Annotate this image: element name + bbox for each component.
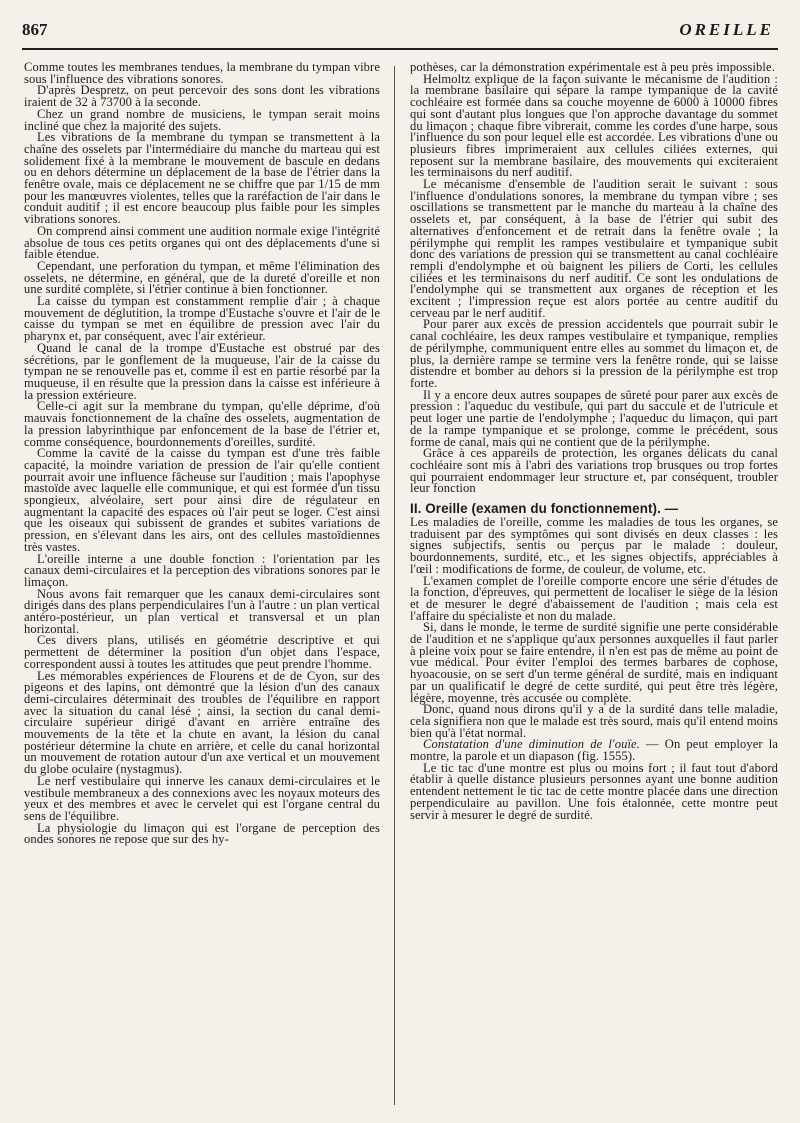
- paragraph: Donc, quand nous dirons qu'il y a de la surdité dans telle maladie, cela signifiera non que le malade est très sourd, mais qu'il entend moins bien qu'à l'état normal.: [410, 702, 778, 740]
- paragraph: Nous avons fait remarquer que les canaux demi-circulaires sont dirigés dans des plans perpendiculaires l'un à l'autre : un plan vertical antéro-postérieur, un plan vertical et transversal et un plan horizontal.: [24, 586, 380, 636]
- paragraph: Cependant, une perforation du tympan, et même l'élimination des osselets, ne détermine, en général, que de la dureté d'oreille et non une surdité complète, si l'étrier continue à bien fonctionner.: [24, 258, 380, 297]
- paragraph: pothèses, car la démonstration expérimentale est à peu près impossible.: [410, 62, 775, 74]
- paragraph: Comme la cavité de la caisse du tympan est d'une très faible capacité, la moindre variation de pression de l'air qu'elle contient pourrait avoir une influence fâcheuse sur l'audition ; mais l'apophyse mastoïde avec laquelle elle communique, et qui est formée d'un tissu spongieux, alvéolaire, sert pour ainsi dire de régulateur en augmentant la capacité des espaces où l'air peut se loger. C'est ainsi que les oiseaux qui subissent de grandes et subites variations de pression, en s'élevant dans les airs, ont des cellules mastoïdiennes très vastes.: [24, 446, 380, 554]
- paragraph: Chez un grand nombre de musiciens, le tympan serait moins incliné que chez la majorité des sujets.: [24, 106, 380, 133]
- paragraph: L'examen complet de l'oreille comporte encore une série d'études de la fonction, d'épreuves, qui permettent de localiser le siège de la lésion et de mesurer le degré d'abaissement de l'audition ; mais cela est l'affaire du spécialiste et non du malade.: [410, 573, 778, 623]
- running-head: OREILLE: [679, 20, 774, 39]
- paragraph: Il y a encore deux autres soupapes de sûreté pour parer aux excès de pression : l'aqueduc du vestibule, qui part du saccule et de l'utricule et peut loger une partie de l'endolymphe ; l'aqueduc du limaçon, qui part de la rampe tympanique et se prolonge, comme le précédent, sous forme de canal, mais qui ne contient que de la périlymphe.: [410, 387, 778, 449]
- paragraph: Pour parer aux excès de pression accidentels que pourrait subir le canal cochléaire, les deux rampes vestibulaire et tympanique, remplies de périlymphe, communiquent entre elles au sommet du limaçon et, de plus, la dernière rampe se termine vers la fenêtre ronde, qui se laisse distendre et bomber au dehors si la pression de la périlymphe est trop forte.: [410, 317, 778, 390]
- paragraph: La caisse du tympan est constamment remplie d'air ; à chaque mouvement de déglutition, la trompe d'Eustache s'ouvre et l'air de le caisse du tympan se met en équilibre de pression avec l'air du pharynx et, par conséquent, avec l'air extérieur.: [24, 294, 380, 344]
- paragraph: Comme toutes les membranes tendues, la membrane du tympan vibre sous l'influence des vibrations sonores.: [24, 62, 380, 86]
- paragraph: Le mécanisme d'ensemble de l'audition serait le suivant : sous l'influence d'ondulations sonores, la membrane du tympan vibre ; ses oscillations se transmettent par le manche du marteau à la chaîne des osselets et, par conséquent, à la base de l'étrier qui subit des alternatives d'enfoncement et de retrait dans la fenêtre ovale ; la périlymphe qui remplit les rampes vestibulaire et tympanique subit donc des variations de pression qui se transmettent au canal cochléaire rempli d'endolymphe et où baignent les piliers de Corti, les cellules ciliées et les terminaisons du nerf auditif. Ce sont les ondulations de l'endolymphe qui se transmettent aux organes de réception et les excitent ; l'impression reçue est alors portée au centre auditif du cerveau par le nerf auditif.: [410, 177, 778, 320]
- left-column: [24, 62, 380, 1110]
- paragraph: L'oreille interne a une double fonction : l'orientation par les canaux demi-circulaires et la perception des vibrations sonores par le limaçon.: [24, 551, 380, 589]
- paragraph: Les mémorables expériences de Flourens et de de Cyon, sur des pigeons et des lapins, ont démontré que la lésion d'un des canaux demi-circulaires déterminait des troubles de l'équilibre en rapport avec la situation du canal lésé ; ainsi, la section du canal demi-circulaire supérieur dirigé d'avant en arrière entraîne des mouvements de la tête et la chute en avant, la lésion du canal postérieur détermine la chute en arrière, et celle du canal horizontal un mouvement de rotation autour d'un axe vertical et un mouvement du globe oculaire (nystagmus).: [24, 668, 380, 777]
- paragraph: La physiologie du limaçon qui est l'organe de perception des ondes sonores ne repose que sur des hy-: [24, 820, 380, 847]
- subsection-title: Constatation d'une diminution de l'ouïe.: [423, 737, 640, 752]
- paragraph: Celle-ci agit sur la membrane du tympan, qu'elle déprime, d'où mauvais fonctionnement de la chaîne des osselets, augmentation de la pression labyrinthique par enfoncement de la base de l'étrier et, comme conséquence, bourdonnements d'oreilles, surdité.: [24, 399, 380, 449]
- paragraph: Grâce à ces appareils de protection, les organes délicats du canal cochléaire sont mis à l'abri des variations trop brusques ou trop fortes qui pourraient endommager leur structure et, par conséquent, troubler leur fonction: [410, 446, 778, 496]
- column-divider: [394, 66, 395, 1105]
- paragraph: Les vibrations de la membrane du tympan se transmettent à la chaîne des osselets par l'intermédiaire du manche du marteau qui est solidement fixé à la membrane le mouvement de bascule en dedans ou en dehors détermine un déplacement de la base de l'étrier dans la fenêtre ovale, mais ce déplacement ne se chiffre que par 1/15 de mm pour les manœuvres violentes, telles que la raréfaction de l'air dans le conduit auditif ; il est encore beaucoup plus faible pour les simples vibrations sonores.: [24, 130, 380, 227]
- paragraph: Les maladies de l'oreille, comme les maladies de tous les organes, se traduisent par des symptômes qui sont divisés en deux classes : les signes subjectifs, sentis ou perçus par le malade : douleur, bourdonnements, surdité, etc., et les signes objectifs, appréciables à l'œil : modifications de forme, de couleur, de volume, etc.: [410, 515, 778, 576]
- right-column: [410, 62, 778, 1110]
- subsection-paragraph: [410, 739, 778, 762]
- paragraph: Quand le canal de la trompe d'Eustache est obstrué par des sécrétions, par le gonflement de la muqueuse, l'air de la caisse du tympan ne se renouvelle pas et, comme il est en partie résorbé par la muqueuse, il en résulte que la pression dans la caisse est inférieure à la pression extérieure.: [24, 340, 380, 402]
- paragraph: Helmoltz explique de la façon suivante le mécanisme de l'audition : la membrane basilaire qui sépare la rampe tympanique de la cavité cochléaire est formée dans sa couche moyenne de 6000 à 10000 fibres qui sont d'autant plus longues que l'on approche davantage du sommet du limaçon ; chaque fibre vibrerait, comme les cordes d'une harpe, sous l'influence du son pour lequel elle est accordée. Les vibrations d'une ou plusieurs fibres imprimeraient aux cellules ciliées externes, qui reposent sur la membrane basilaire, des mouvements qui exciteraient les terminaisons du nerf auditif.: [410, 71, 778, 180]
- section-heading: II. Oreille (examen du fonctionnement). —: [410, 501, 679, 517]
- paragraph: Le tic tac d'une montre est plus ou moins fort ; il faut tout d'abord établir à quelle distance plusieurs personnes ayant une bonne audition entendent nettement le tic tac de cette montre placée dans une direction perpendiculaire au pavillon. Une fois étalonnée, cette montre peut servir à mesurer le degré de surdité.: [410, 760, 778, 822]
- paragraph: D'après Despretz, on peut percevoir des sons dont les vibrations iraient de 32 à 73700 à la seconde.: [24, 83, 380, 110]
- header-rule: [22, 48, 778, 50]
- paragraph: Le nerf vestibulaire qui innerve les canaux demi-circulaires et le vestibule membraneux a des connexions avec les noyaux moteurs des yeux et des membres et avec le cervelet qui est l'organe central du sens de l'équilibre.: [24, 773, 380, 823]
- page-number: 867: [22, 20, 48, 39]
- paragraph: Si, dans le monde, le terme de surdité signifie une perte considérable de l'audition et ne s'applique qu'aux personnes auxquelles il faut parler à pleine voix pour se faire entendre, il n'en est pas de même au point de vue médical. Pour éviter l'emploi des termes barbares de cophose, hyoacousie, on se sert d'un terme général de surdité, mais en indiquant par un qualificatif le degré de cette surdité, qui peut être très légère, légère, moyenne, très accusée ou complète.: [410, 620, 778, 705]
- paragraph: On comprend ainsi comment une audition normale exige l'intégrité absolue de tous ces petits organes qui ont des déplacements d'une si faible étendue.: [24, 223, 380, 262]
- paragraph: Ces divers plans, utilisés en géométrie descriptive et qui permettent de déterminer la position d'un objet dans l'espace, correspondent aussi à toutes les attitudes que peut prendre l'homme.: [24, 633, 380, 671]
- page-header: [22, 18, 778, 44]
- subsection-text: — On peut employer la montre, la parole et un diapason (fig. 1555).: [410, 737, 778, 764]
